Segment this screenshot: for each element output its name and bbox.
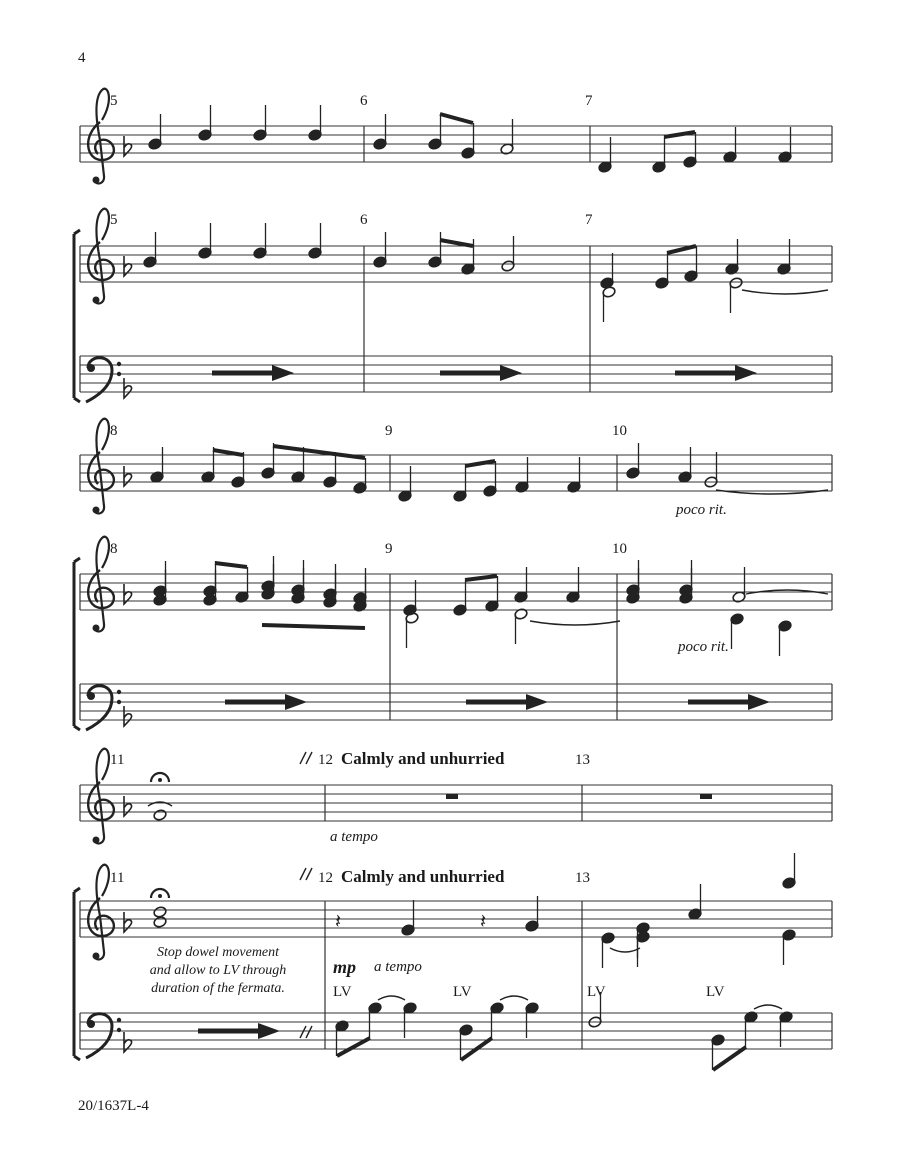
note <box>253 223 267 259</box>
note <box>368 1002 382 1038</box>
treble-clef-icon <box>88 749 114 844</box>
note <box>148 114 162 150</box>
measure-number: 12 <box>318 870 333 886</box>
note <box>732 567 746 603</box>
beam <box>213 450 243 455</box>
treble-clef-icon <box>88 89 114 184</box>
beam <box>262 625 365 628</box>
measure-number: 9 <box>385 541 393 557</box>
performance-note: Stop dowel movement and allow to LV through duration of the fermata. <box>149 945 287 996</box>
tie <box>742 290 828 294</box>
a-tempo-marking: a tempo <box>330 829 378 845</box>
system-bracket <box>74 230 80 402</box>
note <box>602 286 616 322</box>
note <box>143 232 157 268</box>
note <box>353 458 367 494</box>
notehead <box>153 916 167 929</box>
flat-sign <box>124 796 132 816</box>
whole-rest <box>700 794 712 799</box>
measure-number: 7 <box>585 212 593 228</box>
tie <box>754 1005 782 1009</box>
measure-number: 7 <box>585 93 593 109</box>
whole-rest <box>446 794 458 799</box>
note <box>398 466 412 502</box>
note <box>678 447 692 483</box>
note <box>730 613 744 649</box>
note <box>261 443 275 479</box>
beam <box>440 114 473 123</box>
note <box>567 457 581 493</box>
note <box>153 809 167 822</box>
measure-number: 12 <box>318 752 333 768</box>
flat-sign <box>124 466 132 486</box>
note <box>461 123 475 159</box>
note <box>150 447 164 483</box>
flat-sign <box>124 706 132 726</box>
note <box>405 612 419 648</box>
note <box>198 105 212 141</box>
poco-rit-marking: poco rit. <box>678 639 729 655</box>
note <box>308 105 322 141</box>
note <box>428 114 442 150</box>
note <box>453 580 467 616</box>
treble-clef-icon <box>88 209 114 304</box>
lv-marking: LV <box>333 984 352 1000</box>
treble-clef-icon <box>88 419 114 514</box>
beam <box>713 1047 746 1070</box>
measure-number: 5 <box>110 212 118 228</box>
system-bracket <box>74 558 80 730</box>
note <box>153 906 167 919</box>
beam <box>273 446 365 458</box>
lv-marking: LV <box>587 984 606 1000</box>
beam <box>667 246 696 253</box>
bass-clef-icon <box>86 358 121 402</box>
beam <box>465 461 495 466</box>
note <box>198 223 212 259</box>
treble-clef-icon <box>88 537 114 632</box>
note <box>500 119 514 155</box>
note <box>514 567 528 603</box>
lv-marking: LV <box>706 984 725 1000</box>
a-tempo-marking: a tempo <box>374 959 422 975</box>
note <box>373 232 387 268</box>
measure-number: 8 <box>110 423 118 439</box>
note <box>453 466 467 502</box>
note <box>308 223 322 259</box>
note <box>704 452 718 488</box>
dynamic-mp: mp <box>333 957 357 977</box>
note <box>778 620 792 656</box>
catalog-code: 20/1637L-4 <box>78 1098 149 1114</box>
note <box>253 105 267 141</box>
fermata-icon <box>151 773 169 782</box>
note <box>777 239 791 275</box>
page-number: 4 <box>78 50 86 66</box>
notehead <box>153 906 167 919</box>
note <box>490 1002 504 1038</box>
treble-clef-icon <box>88 865 114 960</box>
note <box>403 1002 417 1038</box>
note <box>428 232 442 268</box>
beam <box>664 132 695 137</box>
measure-number: 9 <box>385 423 393 439</box>
quarter-rest: 𝄽 <box>335 909 342 933</box>
measure-number: 11 <box>110 752 125 768</box>
note <box>598 137 612 173</box>
note <box>483 461 497 497</box>
measure-number: 6 <box>360 93 368 109</box>
dowel-arrow-icon <box>212 365 294 381</box>
beam <box>465 576 497 580</box>
poco-rit-marking: poco rit. <box>676 502 727 518</box>
measure-number: 10 <box>612 423 627 439</box>
note <box>566 567 580 603</box>
note <box>501 236 515 272</box>
note <box>514 608 528 644</box>
dowel-arrow-icon <box>225 694 307 710</box>
lv-marking: LV <box>453 984 472 1000</box>
note <box>782 929 796 965</box>
tie <box>378 996 405 1000</box>
note <box>373 114 387 150</box>
note <box>515 457 529 493</box>
measure-number: 11 <box>110 870 125 886</box>
note <box>626 443 640 479</box>
note <box>778 127 792 163</box>
measure-number: 13 <box>575 752 590 768</box>
dowel-arrow-icon <box>466 694 548 710</box>
note <box>652 137 666 173</box>
tie <box>500 996 528 1000</box>
note <box>525 1002 539 1038</box>
notehead <box>153 809 167 822</box>
dowel-arrow-icon <box>688 694 770 710</box>
beam <box>215 563 247 567</box>
bass-clef-icon <box>86 1014 121 1058</box>
note <box>323 452 337 488</box>
tie <box>530 621 620 625</box>
note <box>688 884 702 920</box>
note <box>231 452 245 488</box>
note <box>201 447 215 483</box>
note <box>600 253 614 289</box>
quarter-rest: 𝄽 <box>480 909 487 933</box>
measure-number: 13 <box>575 870 590 886</box>
measure-number: 10 <box>612 541 627 557</box>
beam <box>440 240 473 246</box>
flat-sign <box>124 378 132 398</box>
measure-number: 8 <box>110 541 118 557</box>
note <box>153 916 167 929</box>
dowel-arrow-icon <box>675 365 757 381</box>
flat-sign <box>124 912 132 932</box>
tie <box>610 948 640 952</box>
beam <box>337 1038 370 1056</box>
note <box>723 127 737 163</box>
measure-number: 6 <box>360 212 368 228</box>
dowel-arrow-icon <box>198 1023 280 1039</box>
note <box>744 1011 758 1047</box>
note <box>655 253 669 289</box>
bass-clef-icon <box>86 686 121 730</box>
measure-number: 5 <box>110 93 118 109</box>
tempo-marking: Calmly and unhurried <box>341 749 505 768</box>
note <box>725 239 739 275</box>
note <box>588 992 602 1028</box>
note <box>782 853 796 889</box>
note <box>235 567 249 603</box>
note <box>401 900 415 936</box>
note <box>403 580 417 616</box>
note <box>683 132 697 168</box>
note <box>779 1011 793 1047</box>
fermata-icon <box>151 889 169 898</box>
dowel-arrow-icon <box>440 365 522 381</box>
tempo-marking: Calmly and unhurried <box>341 867 505 886</box>
note <box>291 447 305 483</box>
note <box>485 576 499 612</box>
caesura <box>300 752 312 1038</box>
system-bracket <box>74 888 80 1060</box>
